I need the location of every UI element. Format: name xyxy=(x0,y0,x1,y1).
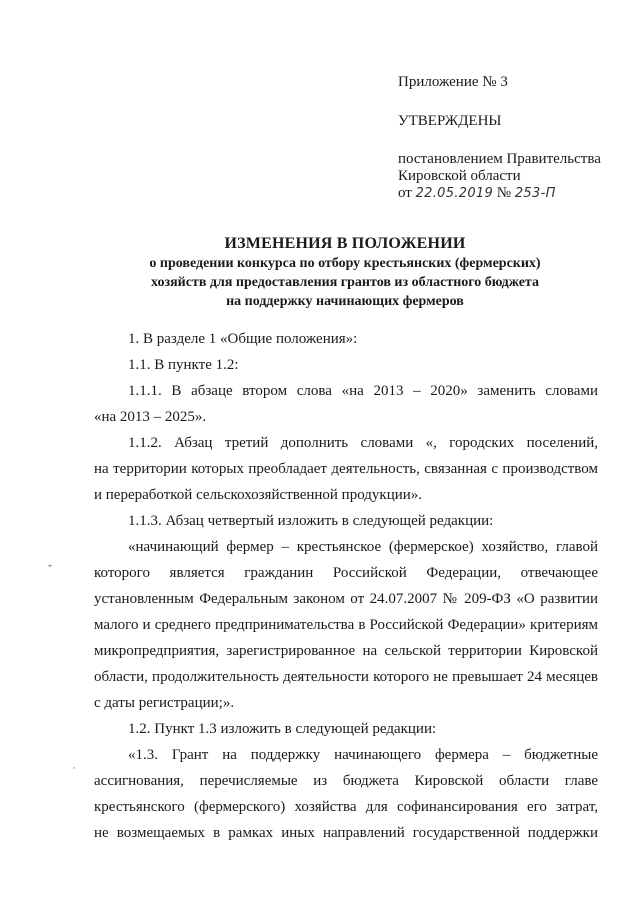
document-body xyxy=(94,326,598,846)
scan-mark: ˇ xyxy=(48,562,52,576)
title-sub-line: на поддержку начинающих фермеров xyxy=(226,294,464,309)
paragraph-8-line: не возмещаемых в рамках иных направлений государственной поддержки xyxy=(94,825,598,841)
decree-line-2: Кировской области xyxy=(398,168,521,184)
paragraph-6-line: области, продолжительность деятельности которого не превышает 24 месяцев xyxy=(94,669,598,685)
title-sub-line: хозяйств для предоставления грантов из областного бюджета xyxy=(151,275,539,290)
title-sub-line: о проведении конкурса по отбору крестьянских (фермерских) xyxy=(149,256,541,271)
paragraph-8-line: ассигнования, перечисляемые из бюджета Кировской области главе xyxy=(94,773,598,789)
paragraph-7: 1.2. Пункт 1.3 изложить в следующей редакции: xyxy=(128,721,437,737)
paragraph-4-line: 1.1.2. Абзац третий дополнить словами «, городских поселений, xyxy=(128,435,598,451)
paragraph-8-line: крестьянского (фермерского) хозяйства для софинансирования его затрат, xyxy=(94,799,598,815)
title-main: ИЗМЕНЕНИЯ В ПОЛОЖЕНИИ xyxy=(224,235,466,252)
paragraph-2: 1.1. В пункте 1.2: xyxy=(128,357,239,373)
paragraph-5: 1.1.3. Абзац четвертый изложить в следующей редакции: xyxy=(128,513,494,529)
paragraph-6-line: малого и среднего предпринимательства в Российской Федерации» критериям xyxy=(94,617,598,633)
paragraph-4-line: на территории которых преобладает деятельность, связанная с производством xyxy=(94,461,598,477)
document-title xyxy=(100,234,590,311)
date-prefix: от xyxy=(398,185,412,201)
number-prefix: № xyxy=(496,185,512,201)
approved-label: УТВЕРЖДЕНЫ xyxy=(398,113,502,129)
scan-mark: ˙ xyxy=(72,764,76,778)
annex-number: Приложение № 3 xyxy=(398,74,508,90)
paragraph-6-line: микропредприятия, зарегистрированное на сельской территории Кировской xyxy=(94,643,598,659)
decree-date-line xyxy=(398,185,628,202)
paragraph-3-line: «на 2013 – 2025». xyxy=(94,409,207,425)
paragraph-4-line: и переработкой сельскохозяйственной продукции». xyxy=(94,487,423,503)
paragraph-1: 1. В разделе 1 «Общие положения»: xyxy=(128,331,358,347)
paragraph-6-line: которого является гражданин Российской Федерации, отвечающее xyxy=(94,565,598,581)
annex-block xyxy=(398,74,628,202)
decree-line-1: постановлением Правительства xyxy=(398,151,601,167)
paragraph-6-line: установленным Федеральным законом от 24.07.2007 № 209-ФЗ «О развитии xyxy=(94,591,598,607)
decree-date: 22.05.2019 xyxy=(415,186,494,201)
paragraph-3-line: 1.1.1. В абзаце втором слова «на 2013 – 2020» заменить словами xyxy=(128,383,598,399)
decree-number: 253-П xyxy=(514,186,556,201)
paragraph-6-line: «начинающий фермер – крестьянское (фермерское) хозяйство, главой xyxy=(128,539,598,555)
paragraph-8-line: «1.3. Грант на поддержку начинающего фермера – бюджетные xyxy=(128,747,598,763)
paragraph-6-line: с даты регистрации;». xyxy=(94,695,235,711)
